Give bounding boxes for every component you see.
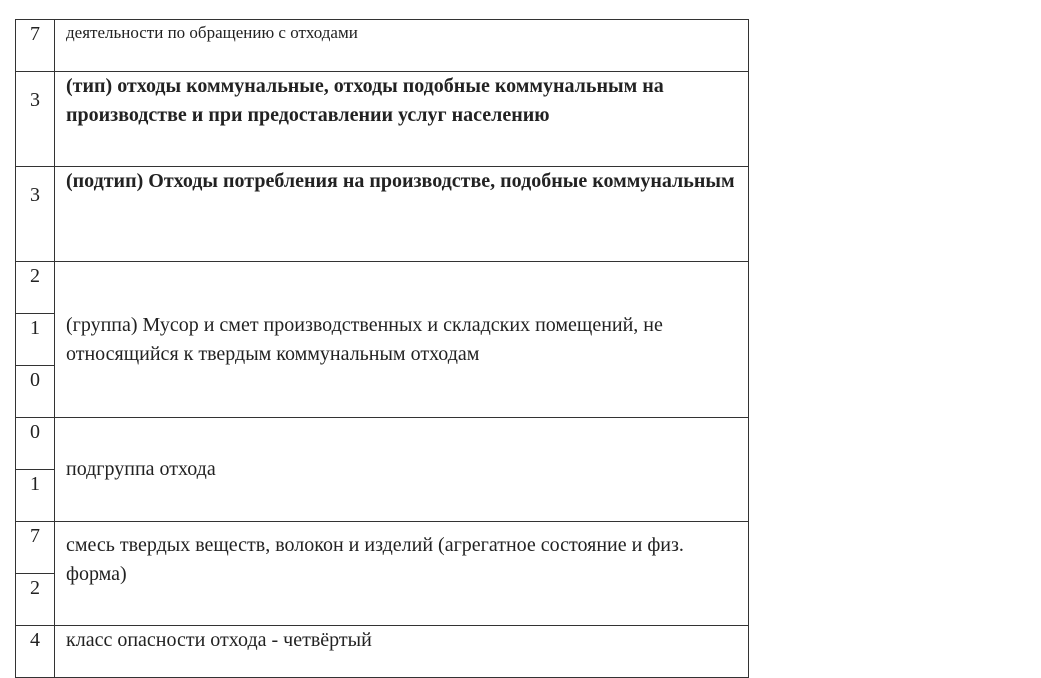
code-digit: 2 [16,262,55,314]
code-digit: 1 [16,470,55,522]
code-digit: 1 [16,314,55,366]
waste-code-table [15,19,749,678]
table-row [16,72,749,167]
table-row [16,20,749,72]
table-row [16,522,749,574]
code-digit: 3 [16,167,55,262]
code-description: смесь твердых веществ, волокон и изделий (агрегатное состояние и физ. форма) [55,522,749,626]
code-digit: 3 [16,72,55,167]
code-description: (подтип) Отходы потребления на производстве, подобные коммунальным [55,167,749,262]
code-description: (группа) Мусор и смет производственных и складских помещений, не относящийся к твердым коммунальным отходам [55,262,749,418]
table-row [16,167,749,262]
table-row [16,262,749,314]
code-description: подгруппа отхода [55,418,749,522]
code-digit: 2 [16,574,55,626]
code-description: деятельности по обращению с отходами [55,20,749,72]
code-digit: 7 [16,20,55,72]
code-description: (тип) отходы коммунальные, отходы подобные коммунальным на производстве и при предоставлении услуг населению [55,72,749,167]
code-digit: 0 [16,418,55,470]
table-row [16,418,749,470]
code-description: класс опасности отхода - четвёртый [55,626,749,678]
code-digit: 0 [16,366,55,418]
table-row [16,626,749,678]
code-digit: 4 [16,626,55,678]
code-digit: 7 [16,522,55,574]
